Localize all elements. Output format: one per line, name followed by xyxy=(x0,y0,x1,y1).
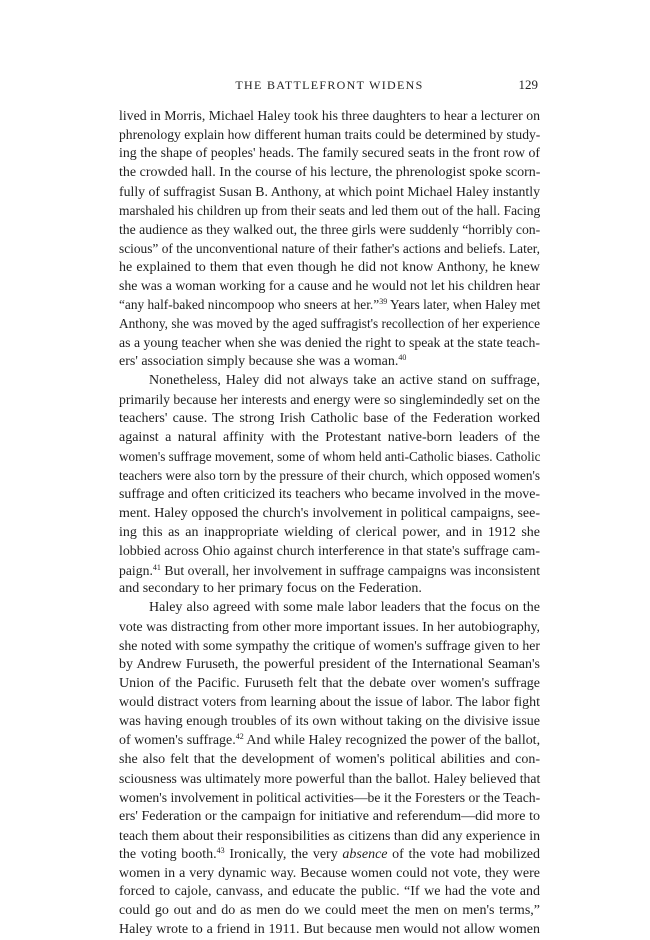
line-text: teachers were also torn by the pressure of their church, which opposed women's xyxy=(119,467,540,483)
line-text: the crowded hall. In the course of his lecture, the phrenologist spoke scorn- xyxy=(119,164,541,180)
text-line xyxy=(119,410,540,429)
line-text: she was a woman working for a cause and he would not let his children hear xyxy=(119,278,541,294)
line-text: and secondary to her primary focus on the Federation. xyxy=(119,581,422,597)
text-line xyxy=(119,921,540,940)
text-line xyxy=(119,883,540,902)
line-text: Union of the Pacific. Furuseth felt that the debate over women's suffrage xyxy=(119,676,540,692)
line-text: vote was distracting from other more important issues. In her autobiography, xyxy=(119,619,540,635)
line-text: ing the shape of peoples' heads. The family secured seats in the front row of xyxy=(119,145,540,161)
footnote-ref: 43 xyxy=(216,845,225,855)
line-text: Haley also agreed with some male labor leaders that the focus on the xyxy=(149,600,540,616)
text-line xyxy=(119,751,540,770)
footnote-ref: 41 xyxy=(152,562,161,572)
line-text: lobbied across Ohio against church interference in that state's suffrage cam- xyxy=(119,543,540,559)
line-text: teach them about their responsibilities as citizens than did any experience in xyxy=(119,827,540,843)
text-line xyxy=(119,486,540,505)
text-line xyxy=(119,789,540,808)
text-line xyxy=(119,240,540,259)
text-line xyxy=(119,164,540,183)
text-line xyxy=(119,202,540,221)
text-line xyxy=(119,353,540,372)
line-text: by Andrew Furuseth, the powerful president of the International Seaman's xyxy=(119,657,540,673)
text-line xyxy=(119,827,540,846)
line-text: was having enough troubles of its own without taking on the divisive issue xyxy=(119,714,540,729)
text-line xyxy=(119,259,540,278)
line-text: scious” of the unconventional nature of their father's actions and beliefs. Later, xyxy=(119,240,540,256)
line-text: fully of suffragist Susan B. Anthony, at which point Michael Haley instantly xyxy=(119,183,540,199)
line-text-rest: of the vote had mobilized xyxy=(387,846,540,862)
line-text: Haley wrote to a friend in 1911. But because men would not allow women xyxy=(119,922,540,938)
line-text: ers' Federation or the campaign for initiative and referendum—did more to xyxy=(119,808,540,824)
text-line xyxy=(119,467,540,486)
line-text: ment. Haley opposed the church's involvement in political campaigns, see- xyxy=(119,505,540,521)
line-text: the audience as they walked out, the three girls were suddenly “horribly con- xyxy=(119,221,541,237)
line-text: the voting booth. xyxy=(119,846,217,862)
line-text: ing this as an inappropriate wielding of clerical power, and in 1912 she xyxy=(119,524,540,540)
line-text: sciousness was ultimately more powerful than the ballot. Haley believed that xyxy=(119,770,541,786)
line-text: lived in Morris, Michael Haley took his three daughters to hear a lecturer on xyxy=(119,108,540,123)
footnote-ref: 40 xyxy=(398,353,407,363)
text-line xyxy=(119,713,540,732)
text-line xyxy=(119,656,540,675)
text-line xyxy=(119,694,540,713)
line-text: she also felt that the development of women's political abilities and con- xyxy=(119,751,540,767)
text-line xyxy=(119,372,540,391)
text-line xyxy=(119,732,540,751)
text-line xyxy=(119,524,540,543)
text-line xyxy=(119,505,540,524)
text-line xyxy=(119,865,540,884)
line-text: women in a very dynamic way. Because women could not vote, they were xyxy=(119,865,540,881)
line-text: suffrage and often criticized its teachers who became involved in the move- xyxy=(119,486,540,502)
line-text: against a natural affinity with the Protestant native-born leaders of the xyxy=(119,429,540,445)
text-line xyxy=(119,543,540,562)
text-line xyxy=(119,637,540,656)
text-line xyxy=(119,334,540,353)
text-line xyxy=(119,808,540,827)
running-title: THE BATTLEFRONT WIDENS xyxy=(235,78,424,92)
text-line xyxy=(119,296,540,315)
emphasis-text: absence xyxy=(342,846,388,862)
line-text: primarily because her interests and energy were so singlemindedly set on the xyxy=(119,392,540,408)
text-line xyxy=(119,277,540,296)
line-text: as a young teacher when she was denied the right to speak at the state teach- xyxy=(119,335,541,351)
text-line xyxy=(119,448,540,467)
line-text-after: Years later, when Haley met xyxy=(387,297,541,313)
text-line xyxy=(119,145,540,164)
line-text-after: And while Haley recognized the power of the ballot, xyxy=(243,732,541,748)
text-line xyxy=(119,221,540,240)
body-text xyxy=(119,107,540,940)
text-line xyxy=(119,315,540,334)
footnote-ref: 39 xyxy=(379,297,388,307)
text-line xyxy=(119,599,540,618)
text-line xyxy=(119,675,540,694)
line-text: he explained to them that even though he did not know Anthony, he knew xyxy=(119,259,540,275)
line-text: “any half-baked nincompoop who sneers at her.” xyxy=(119,297,380,313)
line-text: teachers' cause. The strong Irish Catholic base of the Federation worked xyxy=(119,411,540,426)
text-line xyxy=(119,580,540,599)
text-line xyxy=(119,429,540,448)
line-text: ers' association simply because she was a woman. xyxy=(119,354,399,370)
line-text: she noted with some sympathy the critique of women's suffrage given to her xyxy=(119,638,540,654)
footnote-ref: 42 xyxy=(235,731,244,741)
text-line xyxy=(119,391,540,410)
line-text-after: Ironically, the very xyxy=(224,846,343,862)
line-text: women's involvement in political activities—be it the Foresters or the Teach- xyxy=(119,789,541,805)
text-line xyxy=(119,183,540,202)
line-text: women's suffrage movement, some of whom held anti-Catholic biases. Catholic xyxy=(119,448,541,464)
line-text: could go out and do as men do we could meet the men on men's terms,” xyxy=(119,903,540,919)
text-line xyxy=(119,126,540,145)
line-text: forced to cajole, canvass, and educate the public. “If we had the vote and xyxy=(119,884,540,900)
line-text: Nonetheless, Haley did not always take an active stand on suffrage, xyxy=(149,373,540,389)
running-head xyxy=(119,77,540,95)
text-line xyxy=(119,562,540,581)
line-text: paign. xyxy=(119,562,153,578)
page-number: 129 xyxy=(518,77,538,92)
text-line xyxy=(119,107,540,126)
text-line xyxy=(119,618,540,637)
line-text-after: But overall, her involvement in suffrage campaigns was inconsistent xyxy=(160,562,540,578)
line-text: Anthony, she was moved by the aged suffragist's recollection of her experience xyxy=(119,316,540,332)
text-line xyxy=(119,770,540,789)
line-text: of women's suffrage. xyxy=(119,732,236,748)
line-text: phrenology explain how different human traits could be determined by study- xyxy=(119,126,541,142)
text-line xyxy=(119,902,540,921)
line-text: marshaled his children up from their seats and led them out of the hall. Facing xyxy=(119,202,541,218)
text-line xyxy=(119,846,540,865)
line-text: would distract voters from learning about the issue of labor. The labor fight xyxy=(119,695,540,711)
